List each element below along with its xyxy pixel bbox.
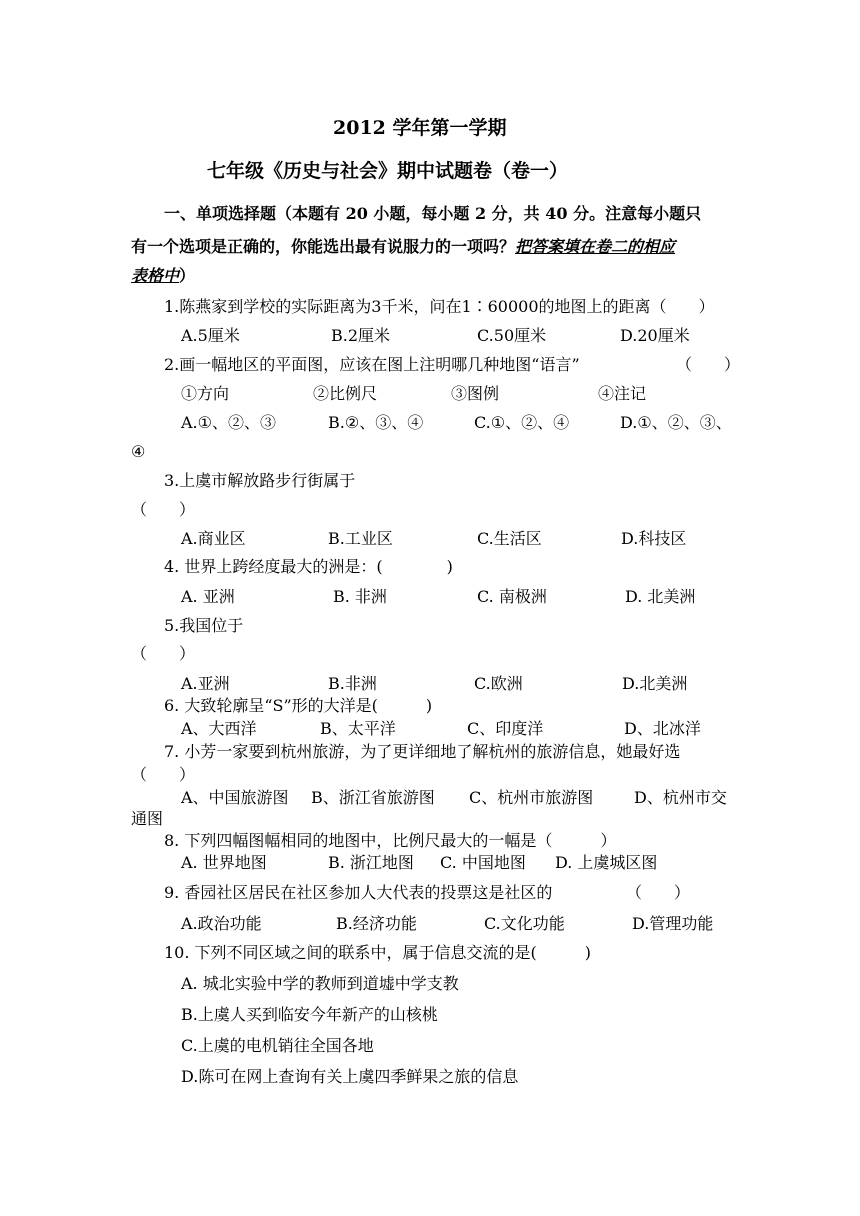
question-3-option-c[interactable]: C.生活区 (477, 529, 542, 548)
question-8-option-a[interactable]: A. 世界地图 (181, 853, 267, 872)
question-5-stem: 5.我国位于 (164, 616, 244, 635)
question-1-option-d[interactable]: D.20厘米 (620, 326, 690, 345)
question-7-option-b[interactable]: B、浙江省旅游图 (311, 788, 435, 807)
question-4-stem: 4. 世界上跨经度最大的洲是：( ) (164, 557, 453, 576)
exam-title-subject: 七年级《历史与社会》期中试题卷（卷一） (207, 160, 569, 182)
question-2-option-a[interactable]: A.①、②、③ (181, 413, 276, 432)
question-5-option-a[interactable]: A.亚洲 (181, 674, 230, 693)
question-5-option-b[interactable]: B.非洲 (328, 674, 377, 693)
question-10-option-b[interactable]: B.上虞人买到临安今年新产的山核桃 (181, 1005, 438, 1024)
question-4-option-b[interactable]: B. 非洲 (333, 587, 387, 606)
question-10-stem: 10. 下列不同区域之间的联系中，属于信息交流的是( ) (164, 943, 592, 962)
question-7-option-d-wrap: 通图 (131, 809, 164, 828)
exam-title-term: 2012 学年第一学期 (333, 117, 507, 139)
question-9-option-d[interactable]: D.管理功能 (632, 914, 714, 933)
question-2-item-1: ①方向 (181, 384, 230, 403)
question-2-option-d-wrap: ④ (131, 442, 146, 461)
question-8-option-d[interactable]: D. 上虞城区图 (555, 853, 658, 872)
question-3-option-d[interactable]: D.科技区 (621, 529, 687, 548)
question-9-option-a[interactable]: A.政治功能 (181, 914, 262, 933)
question-6-option-b[interactable]: B、太平洋 (320, 719, 396, 738)
question-4-option-a[interactable]: A. 亚洲 (181, 587, 235, 606)
question-2-item-3: ③图例 (451, 384, 500, 403)
question-3-answer-paren: （ ） (131, 500, 196, 519)
question-7-answer-paren: （ ） (131, 765, 196, 784)
question-2-option-d[interactable]: D.①、②、③、 (620, 413, 732, 432)
question-4-option-d[interactable]: D. 北美洲 (625, 587, 696, 606)
section-heading-line3 (131, 266, 195, 286)
question-9-stem: 9. 香园社区居民在社区参加人大代表的投票这是社区的 (164, 883, 553, 902)
question-5-answer-paren: （ ） (131, 644, 196, 663)
section-heading-text: 有一个选项是正确的，你能选出最有说服力的一项吗？ (131, 237, 516, 256)
question-3-option-b[interactable]: B.工业区 (328, 529, 393, 548)
question-10-option-a[interactable]: A. 城北实验中学的教师到道墟中学支教 (181, 974, 459, 993)
question-2-option-b[interactable]: B.②、③、④ (328, 413, 424, 432)
question-8-option-c[interactable]: C. 中国地图 (440, 853, 526, 872)
question-4-option-c[interactable]: C. 南极洲 (477, 587, 547, 606)
question-8-option-b[interactable]: B. 浙江地图 (328, 853, 414, 872)
question-7-stem: 7. 小芳一家要到杭州旅游，为了更详细地了解杭州的旅游信息，她最好选 (164, 742, 681, 761)
section-heading-line1: 一、单项选择题（本题有 20 小题，每小题 2 分，共 40 分。注意每小题只 (164, 204, 702, 223)
question-2-option-c[interactable]: C.①、②、④ (474, 413, 570, 432)
question-2-item-4: ④注记 (598, 384, 647, 403)
question-1-option-c[interactable]: C.50厘米 (477, 326, 547, 345)
question-3-option-a[interactable]: A.商业区 (181, 529, 246, 548)
section-heading-emphasis-end: 表格中 (131, 266, 180, 285)
question-7-option-d[interactable]: D、杭州市交 (634, 788, 727, 807)
question-6-option-d[interactable]: D、北冰洋 (624, 719, 701, 738)
question-5-option-d[interactable]: D.北美洲 (622, 674, 688, 693)
question-6-option-c[interactable]: C、印度洋 (467, 719, 544, 738)
question-2-item-2: ②比例尺 (313, 384, 378, 403)
question-5-option-c[interactable]: C.欧洲 (474, 674, 523, 693)
section-heading-line2 (131, 237, 675, 257)
question-9-option-c[interactable]: C.文化功能 (484, 914, 565, 933)
question-2-answer-paren: （ ） (676, 355, 741, 374)
question-1-stem: 1.陈燕家到学校的实际距离为3千米，问在1∶60000的地图上的距离（ ） (164, 297, 715, 316)
question-6-option-a[interactable]: A、大西洋 (181, 719, 257, 738)
section-heading-close: ） (179, 266, 196, 285)
question-10-option-c[interactable]: C.上虞的电机销往全国各地 (181, 1036, 374, 1055)
question-9-option-b[interactable]: B.经济功能 (336, 914, 417, 933)
question-9-answer-paren: （ ） (626, 883, 691, 902)
question-3-stem: 3.上虞市解放路步行街属于 (164, 471, 356, 490)
question-1-option-a[interactable]: A.5厘米 (181, 326, 240, 345)
question-8-stem: 8. 下列四幅图幅相同的地图中，比例尺最大的一幅是（ ） (164, 831, 617, 850)
question-7-option-c[interactable]: C、杭州市旅游图 (469, 788, 594, 807)
question-6-stem: 6. 大致轮廓呈“S”形的大洋是( ) (164, 696, 433, 715)
section-heading-emphasis: 把答案填在卷二的相应 (515, 237, 676, 256)
question-1-option-b[interactable]: B.2厘米 (331, 326, 391, 345)
question-10-option-d[interactable]: D.陈可在网上查询有关上虞四季鲜果之旅的信息 (181, 1067, 519, 1086)
question-7-option-a[interactable]: A、中国旅游图 (181, 788, 289, 807)
question-2-stem: 2.画一幅地区的平面图，应该在图上注明哪几种地图“语言” (164, 355, 580, 374)
